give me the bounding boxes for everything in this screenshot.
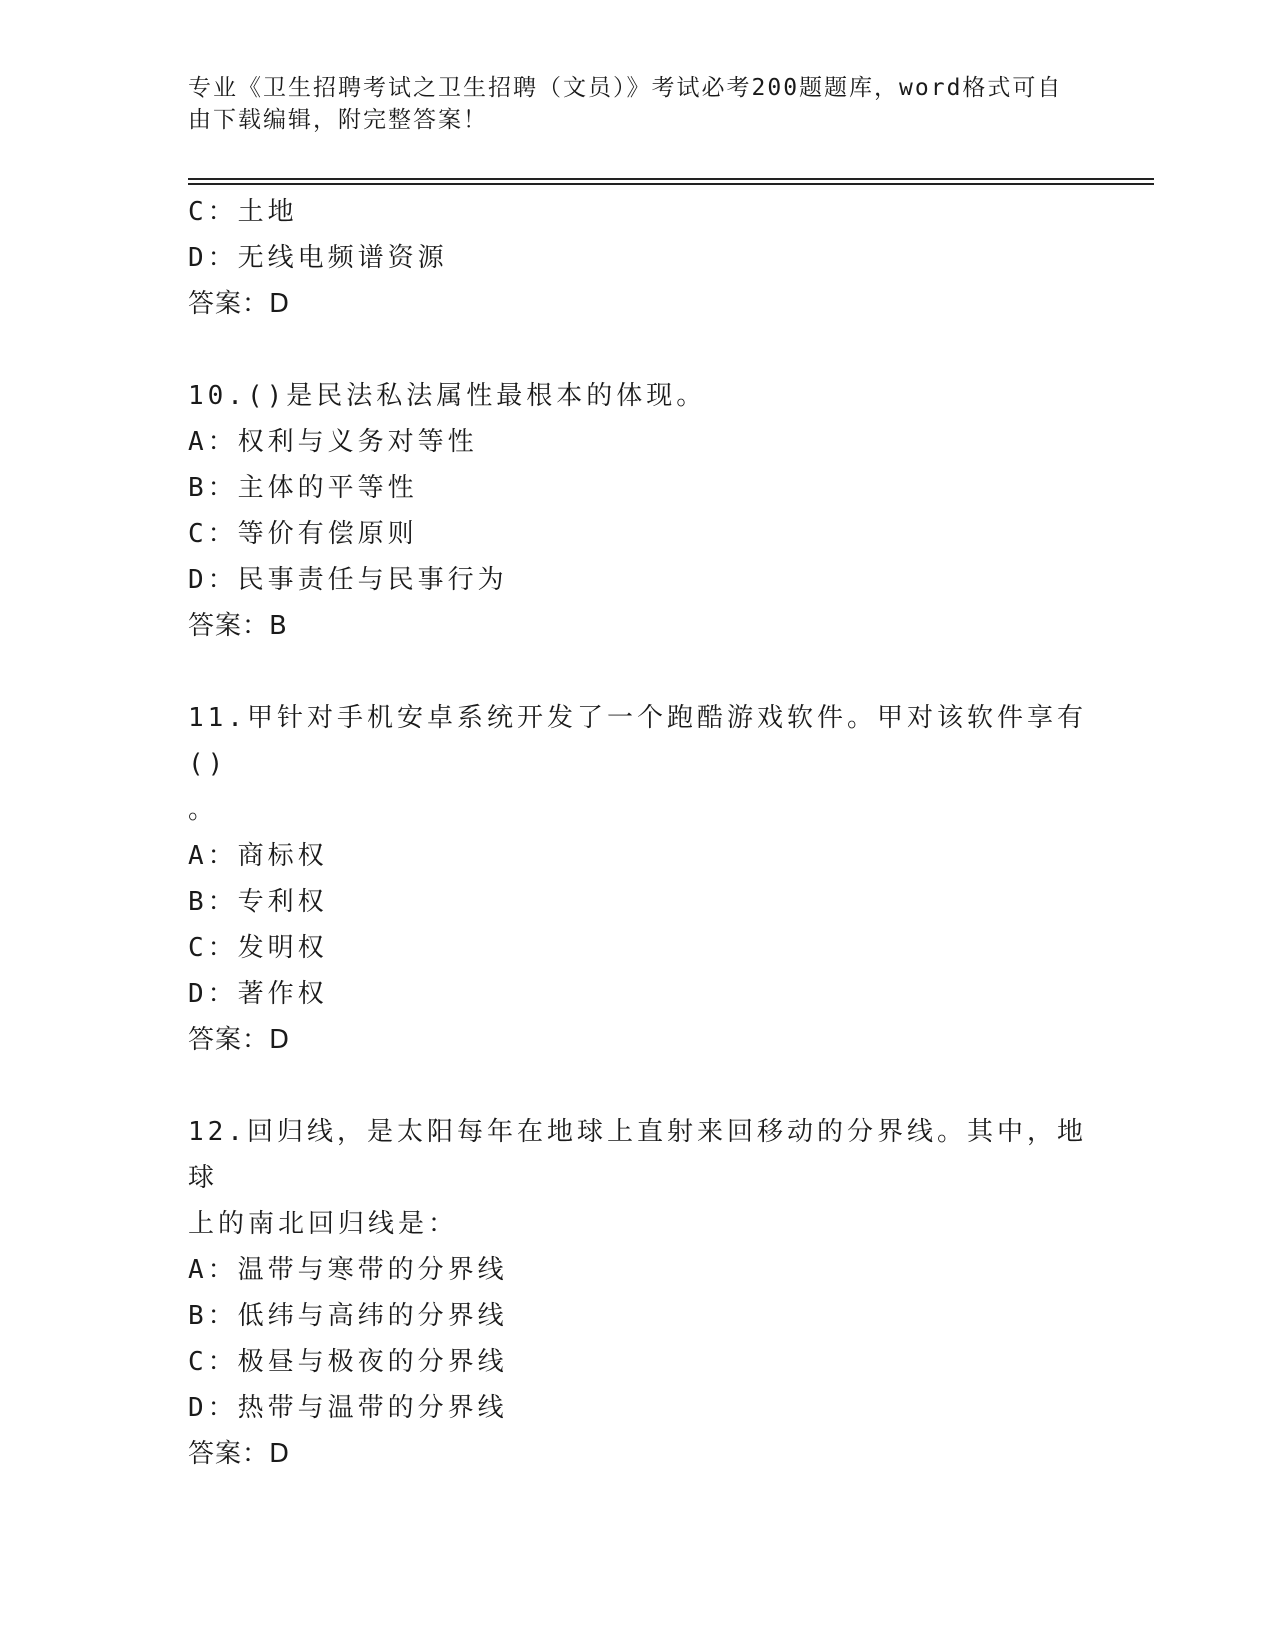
question-stem: 12.回归线，是太阳每年在地球上直射来回移动的分界线。其中，地球 xyxy=(188,1117,1087,1193)
question-stem: 10.()是民法私法属性最根本的体现。 xyxy=(188,381,707,411)
option-d: D：著作权 xyxy=(188,979,328,1009)
answer-line: 答案：B xyxy=(188,611,288,641)
option-b: B：专利权 xyxy=(188,887,328,917)
header-line-2: 由下载编辑，附完整答案！ xyxy=(188,107,488,133)
answer-line: 答案：D xyxy=(188,289,291,319)
question-list xyxy=(188,189,1088,1477)
document-header xyxy=(188,72,1068,136)
option-c: C：土地 xyxy=(188,197,298,227)
option-c: C：发明权 xyxy=(188,933,328,963)
header-divider-top xyxy=(188,178,1154,180)
carryover-question xyxy=(188,189,1088,327)
option-a: A：权利与义务对等性 xyxy=(188,427,478,457)
answer-line: 答案：D xyxy=(188,1439,291,1469)
answer-line: 答案：D xyxy=(188,1025,291,1055)
question-stem-continuation: 上的南北回归线是： xyxy=(188,1209,459,1239)
option-b: B：主体的平等性 xyxy=(188,473,418,503)
option-b: B：低纬与高纬的分界线 xyxy=(188,1301,508,1331)
question-stem-continuation: 。 xyxy=(188,795,219,825)
question-10 xyxy=(188,373,1088,649)
option-c: C：等价有偿原则 xyxy=(188,519,418,549)
option-d: D：热带与温带的分界线 xyxy=(188,1393,508,1423)
option-d: D：民事责任与民事行为 xyxy=(188,565,508,595)
option-a: A：商标权 xyxy=(188,841,328,871)
question-11 xyxy=(188,695,1088,1063)
option-c: C：极昼与极夜的分界线 xyxy=(188,1347,508,1377)
option-d: D：无线电频谱资源 xyxy=(188,243,448,273)
question-12 xyxy=(188,1109,1088,1477)
question-stem: 11.甲针对手机安卓系统开发了一个跑酷游戏软件。甲对该软件享有() xyxy=(188,703,1087,779)
header-divider-bottom xyxy=(188,183,1154,185)
option-a: A：温带与寒带的分界线 xyxy=(188,1255,508,1285)
header-line-1: 专业《卫生招聘考试之卫生招聘（文员）》考试必考200题题库，word格式可自 xyxy=(188,75,1063,101)
